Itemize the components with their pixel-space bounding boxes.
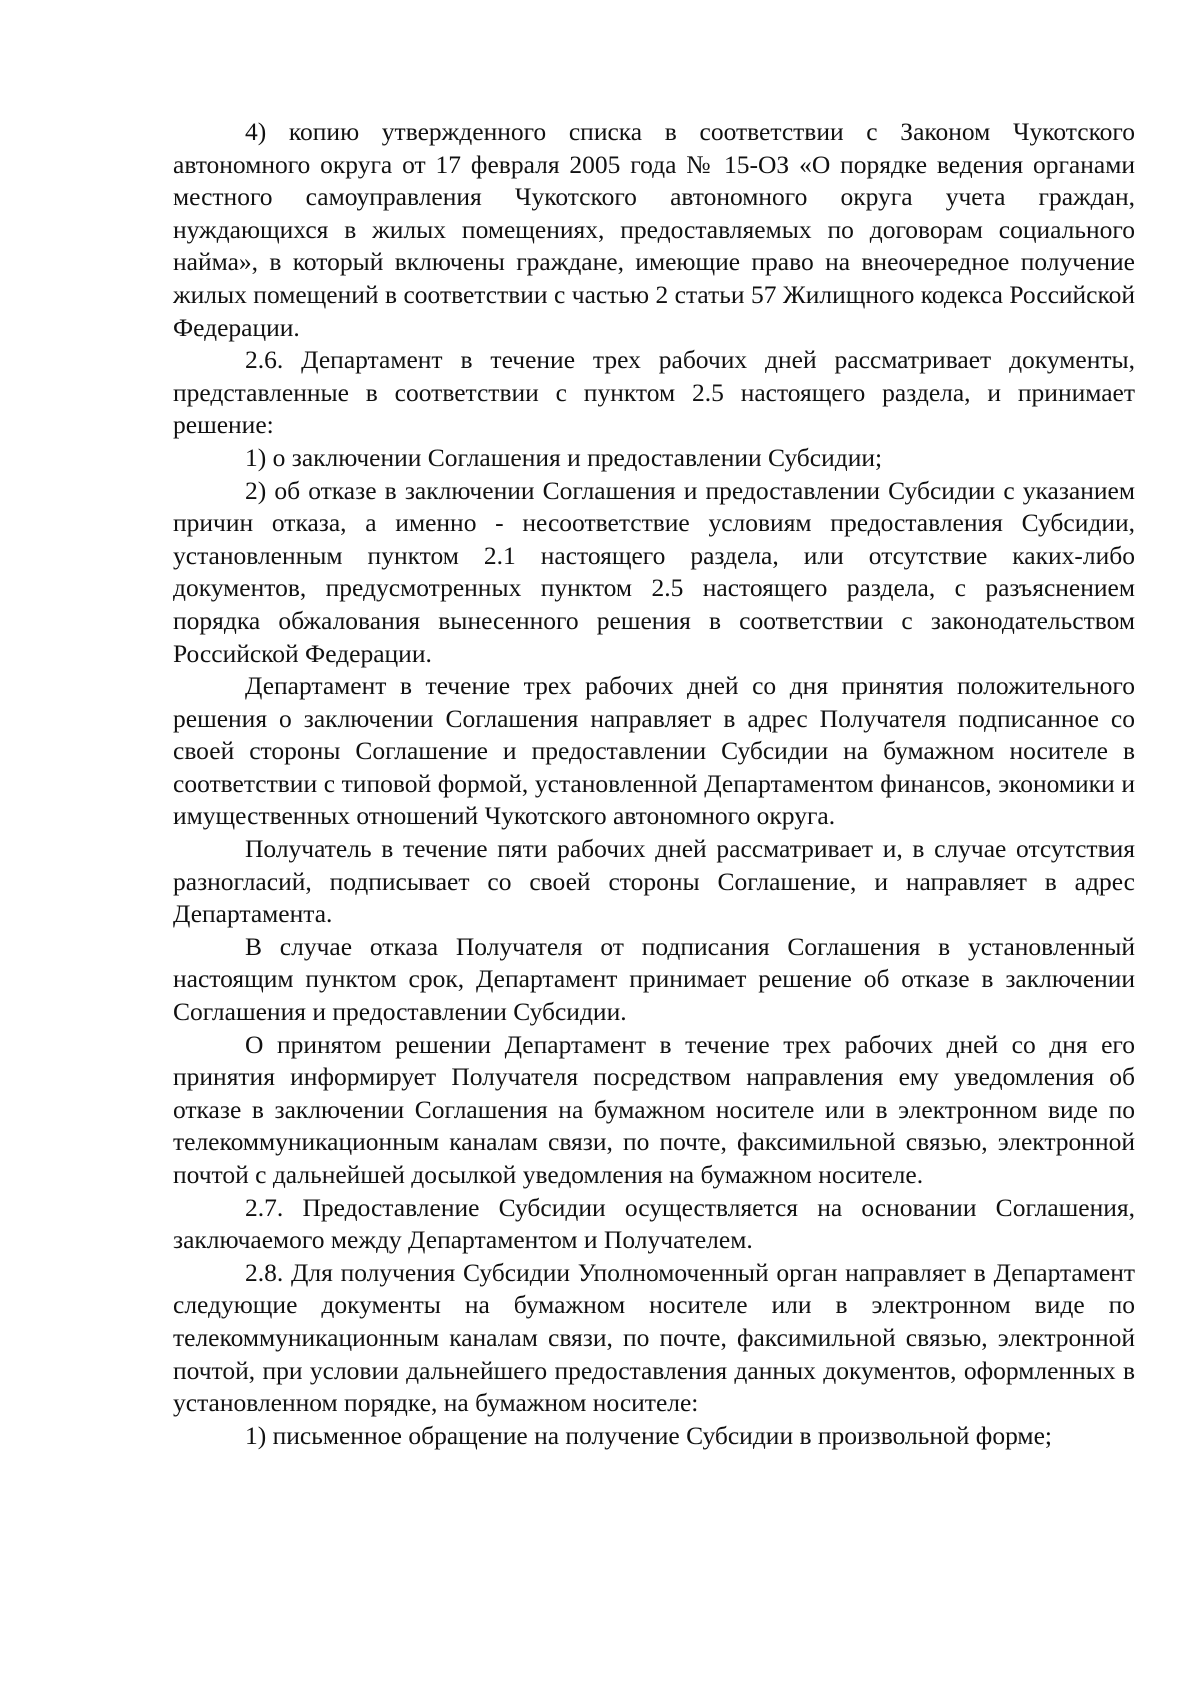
- paragraph-2-8: 2.8. Для получения Субсидии Уполномоченный орган направляет в Департамент следующие документы на бумажном носителе или в электронном виде по телекоммуникационным каналам связи, по почте, факсимильной связью, электронной почтой, при условии дальнейшего предоставления данных документов, оформленных в установленном порядке, на бумажном носителе:: [173, 1257, 1135, 1418]
- paragraph-item-2: 2) об отказе в заключении Соглашения и предоставлении Субсидии с указанием причин отказа, а именно - несоответствие условиям предоставления Субсидии, установленным пунктом 2.1 настоящего раздела, или отсутствие каких-либо документов, предусмотренных пунктом 2.5 настоящего раздела, с разъяснением порядка обжалования вынесенного решения в соответствии с законодательством Российской Федерации.: [173, 475, 1135, 668]
- document-page: [173, 116, 1135, 1452]
- paragraph-recipient-refusal: В случае отказа Получателя от подписания Соглашения в установленный настоящим пунктом срок, Департамент принимает решение об отказе в заключении Соглашения и предоставлении Субсидии.: [173, 931, 1135, 1027]
- paragraph-decision-notice: О принятом решении Департамент в течение трех рабочих дней со дня его принятия информирует Получателя посредством направления ему уведомления об отказе в заключении Соглашения на бумажном носителе или в электронном виде по телекоммуникационным каналам связи, по почте, факсимильной связью, электронной почтой с дальнейшей досылкой уведомления на бумажном носителе.: [173, 1029, 1135, 1189]
- paragraph-item-1: 1) о заключении Соглашения и предоставлении Субсидии;: [245, 442, 883, 472]
- paragraph-2-8-item-1: 1) письменное обращение на получение Субсидии в произвольной форме;: [245, 1420, 1052, 1450]
- paragraph-item-4: 4) копию утвержденного списка в соответствии с Законом Чукотского автономного округа от 17 февраля 2005 года № 15-ОЗ «О порядке ведения органами местного самоуправления Чукотского автономного округа учета граждан, нуждающихся в жилых помещениях, предоставляемых по договорам социального найма», в который включены граждане, имеющие право на внеочередное получение жилых помещений в соответствии с частью 2 статьи 57 Жилищного кодекса Российской Федерации.: [173, 117, 1135, 342]
- paragraph-2-6: 2.6. Департамент в течение трех рабочих дней рассматривает документы, представленные в соответствии с пунктом 2.5 настоящего раздела, и принимает решение:: [173, 345, 1135, 440]
- paragraph-recipient-review: Получатель в течение пяти рабочих дней рассматривает и, в случае отсутствия разногласий, подписывает со своей стороны Соглашение, и направляет в адрес Департамента.: [173, 834, 1135, 929]
- paragraph-department-decision: Департамент в течение трех рабочих дней со дня принятия положительного решения о заключении Соглашения направляет в адрес Получателя подписанное со своей стороны Соглашение и предоставлении Субсидии на бумажном носителе в соответствии с типовой формой, установленной Департаментом финансов, экономики и имущественных отношений Чукотского автономного округа.: [173, 671, 1135, 831]
- paragraph-2-7: 2.7. Предоставление Субсидии осуществляется на основании Соглашения, заключаемого между Департаментом и Получателем.: [173, 1192, 1135, 1255]
